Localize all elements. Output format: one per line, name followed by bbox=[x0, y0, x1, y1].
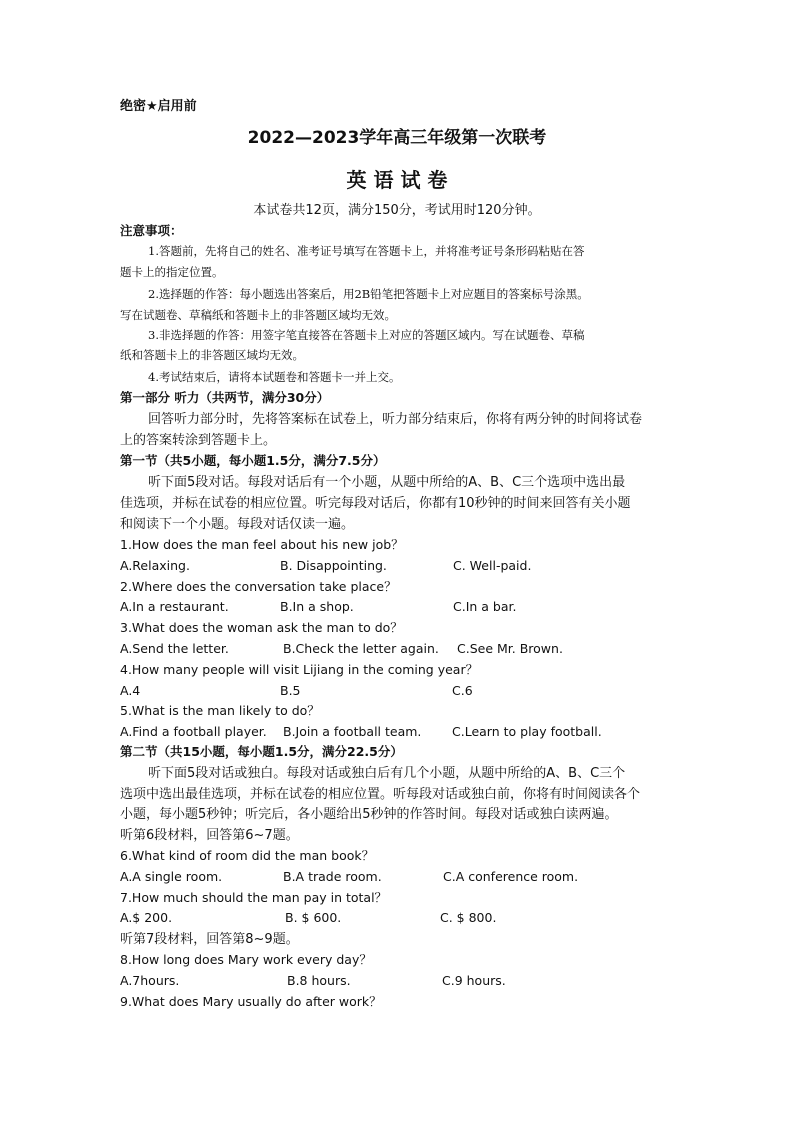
question-stem: 4.How many people will visit Lijiang in the coming year？ bbox=[120, 662, 479, 677]
option-c: C.9 hours. bbox=[442, 973, 506, 988]
question-stem: 8.How long does Mary work every day？ bbox=[120, 952, 372, 967]
notice-line: 3.非选择题的作答：用签字笔直接答在答题卡上对应的答题区域内。写在试题卷、草稿 bbox=[148, 328, 585, 342]
section1-instruction: 听下面5段对话。每段对话后有一个小题，从题中所给的A、B、C三个选项中选出最 bbox=[148, 475, 626, 490]
option-a: A.7hours. bbox=[120, 973, 180, 988]
option-c: C.In a bar. bbox=[453, 599, 517, 614]
question-stem: 6.What kind of room did the man book？ bbox=[120, 848, 375, 863]
section2-heading: 第二节（共15小题，每小题1.5分，满分22.5分） bbox=[120, 744, 403, 759]
option-b: B.Check the letter again. bbox=[283, 641, 439, 656]
option-b: B.5 bbox=[280, 683, 301, 698]
option-c: C. Well-paid. bbox=[453, 558, 532, 573]
option-a: A.Find a football player. bbox=[120, 724, 267, 739]
section2-instruction: 选项中选出最佳选项，并标在试卷的相应位置。听每段对话或独白前，你将有时间阅读各个 bbox=[120, 787, 641, 802]
option-a: A.A single room. bbox=[120, 869, 223, 884]
question-stem: 3.What does the woman ask the man to do？ bbox=[120, 620, 403, 635]
question-stem: 9.What does Mary usually do after work？ bbox=[120, 994, 382, 1009]
option-a: A.4 bbox=[120, 683, 141, 698]
part1-instruction: 上的答案转涂到答题卡上。 bbox=[120, 433, 277, 448]
question-stem: 1.How does the man feel about his new job？ bbox=[120, 537, 404, 552]
notice-line: 4.考试结束后，请将本试题卷和答题卡一并上交。 bbox=[148, 370, 401, 384]
exam-title: 2022—2023学年高三年级第一次联考 bbox=[247, 128, 547, 148]
option-a: A.$ 200. bbox=[120, 910, 173, 925]
option-c: C.A conference room. bbox=[443, 869, 579, 884]
question-stem: 7.How much should the man pay in total？ bbox=[120, 890, 388, 905]
section1-instruction: 佳选项，并标在试卷的相应位置。听完每段对话后，你都有10秒钟的时间来回答有关小题 bbox=[120, 496, 631, 511]
notice-line: 题卡上的指定位置。 bbox=[120, 265, 224, 279]
subject-title: 英 语 试 卷 bbox=[346, 168, 448, 192]
material-note: 听第6段材料，回答第6~7题。 bbox=[120, 828, 299, 843]
notice-line: 2.选择题的作答：每小题选出答案后，用2B铅笔把答题卡上对应题目的答案标号涂黑。 bbox=[148, 287, 589, 301]
section2-instruction: 听下面5段对话或独白。每段对话或独白后有几个小题，从题中所给的A、B、C三个 bbox=[148, 766, 626, 781]
exam-info: 本试卷共12页，满分150分，考试用时120分钟。 bbox=[253, 203, 541, 218]
option-a: A.Relaxing. bbox=[120, 558, 190, 573]
option-b: B.Join a football team. bbox=[283, 724, 422, 739]
option-b: B. Disappointing. bbox=[280, 558, 387, 573]
option-b: B.A trade room. bbox=[283, 869, 382, 884]
option-a: A.Send the letter. bbox=[120, 641, 229, 656]
option-c: C.Learn to play football. bbox=[452, 724, 602, 739]
notice-line: 写在试题卷、草稿纸和答题卡上的非答题区域均无效。 bbox=[120, 308, 396, 322]
question-stem: 2.Where does the conversation take place？ bbox=[120, 579, 397, 594]
option-c: C.See Mr. Brown. bbox=[457, 641, 563, 656]
option-c: C. $ 800. bbox=[440, 910, 497, 925]
option-c: C.6 bbox=[452, 683, 473, 698]
part1-instruction: 回答听力部分时，先将答案标在试卷上，听力部分结束后，你将有两分钟的时间将试卷 bbox=[148, 412, 643, 427]
part1-heading: 第一部分 听力（共两节，满分30分） bbox=[120, 390, 330, 405]
option-b: B. $ 600. bbox=[285, 910, 342, 925]
section1-heading: 第一节（共5小题，每小题1.5分，满分7.5分） bbox=[120, 453, 386, 468]
section2-instruction: 小题，每小题5秒钟；听完后，各小题给出5秒钟的作答时间。每段对话或独白读两遍。 bbox=[120, 807, 618, 822]
section1-instruction: 和阅读下一个小题。每段对话仅读一遍。 bbox=[120, 517, 355, 532]
notice-line: 1.答题前，先将自己的姓名、准考证号填写在答题卡上，并将准考证号条形码粘贴在答 bbox=[148, 244, 585, 258]
notice-line: 纸和答题卡上的非答题区域均无效。 bbox=[120, 348, 304, 362]
option-b: B.In a shop. bbox=[280, 599, 354, 614]
option-b: B.8 hours. bbox=[287, 973, 351, 988]
option-a: A.In a restaurant. bbox=[120, 599, 229, 614]
question-stem: 5.What is the man likely to do？ bbox=[120, 703, 320, 718]
secret-label: 绝密★启用前 bbox=[120, 99, 197, 114]
material-note: 听第7段材料，回答第8~9题。 bbox=[120, 932, 299, 947]
notice-heading: 注意事项： bbox=[120, 223, 183, 238]
